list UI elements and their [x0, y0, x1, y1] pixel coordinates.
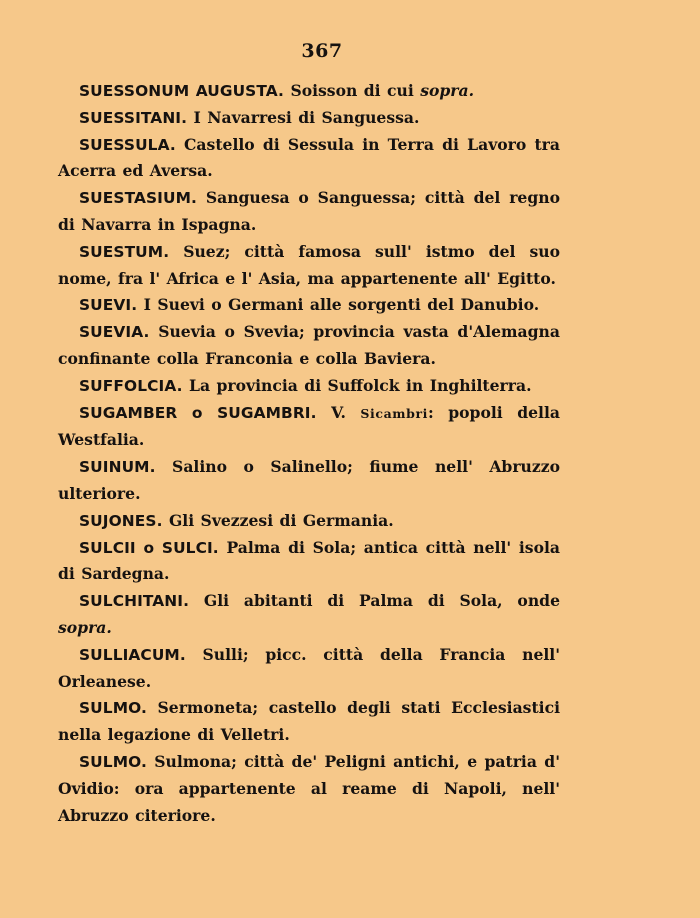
entry-suessula [58, 132, 560, 186]
entry-text: Suez; città famosa sull' istmo del suo nome, fra l' Africa e l' Asia, ma appartenente all' Egitto. [58, 241, 560, 288]
entry-text: Palma di Sola; antica città nell' isola di Sardegna. [58, 537, 561, 584]
entry-suessonum-augusta [58, 78, 560, 105]
entry-text: Sermoneta; castello degli stati Ecclesiastici nella legazione di Velletri. [58, 698, 560, 745]
entry-text: V. [316, 402, 361, 422]
dictionary-entries [58, 78, 560, 829]
entry-suinum [58, 454, 560, 508]
entry-text: I Suevi o Germani alle sorgenti del Danubio. [137, 295, 540, 315]
entry-headword: SUGAMBER o SUGAMBRI. [79, 403, 317, 422]
entry-text: Gli abitanti di Palma di Sola, onde [189, 591, 560, 611]
entry-text: Sulmona; città de' Peligni antichi, e patria d' Ovidio: ora appartenente al reame di Napoli, nell' Abruzzo citeriore. [58, 751, 560, 825]
entry-headword: SULMO. [79, 752, 147, 771]
entry-headword: SUINUM. [79, 458, 156, 477]
entry-suevi [58, 292, 560, 319]
entry-text: Castello di Sessula in Terra di Lavoro tra Acerra ed Aversa. [58, 134, 560, 181]
entry-headword: SULCHITANI. [79, 592, 190, 611]
entry-headword: SUESTUM. [79, 242, 170, 261]
entry-sulcii [58, 535, 560, 589]
entry-italic-text: sopra. [420, 81, 475, 100]
entry-headword: SULCII o SULCI. [79, 538, 219, 557]
entry-headword: SULMO. [79, 699, 147, 718]
entry-sugamber [58, 400, 560, 455]
entry-text: Suevia o Svevia; provincia vasta d'Alemagna confinante colla Franconia e colla Baviera. [58, 322, 560, 368]
entry-headword: SUFFOLCIA. [79, 376, 183, 395]
entry-sulchitani [58, 588, 560, 642]
entry-suevia [58, 319, 560, 373]
entry-text: Sanguesa o Sanguessa; città del regno di Navarra in Ispagna. [58, 188, 560, 234]
entry-text-continued: : popoli della Westfalia. [58, 402, 560, 450]
entry-text: Sulli; picc. città della Francia nell' Orleanese. [58, 644, 560, 691]
entry-text: I Navarresi di Sanguessa. [187, 107, 420, 127]
entry-headword: SUESTASIUM. [79, 189, 197, 208]
entry-text: Salino o Salinello; fiume nell' Abruzzo ulteriore. [58, 457, 560, 503]
page-number: 367 [301, 40, 343, 62]
entry-headword: SULLIACUM. [79, 645, 186, 664]
entry-sulmo-sermoneta [58, 695, 560, 749]
entry-suffolcia [58, 373, 560, 400]
entry-sujones [58, 508, 560, 535]
entry-suestum [58, 239, 560, 293]
entry-headword: SUEVI. [79, 296, 138, 315]
entry-cross-reference: Sicambri [360, 405, 428, 421]
entry-suestasium [58, 185, 560, 239]
entry-text: Soisson di cui [284, 81, 421, 100]
entry-suessitani [58, 105, 560, 132]
entry-text: Gli Svezzesi di Germania. [162, 510, 394, 530]
entry-headword: SUESSONUM AUGUSTA. [79, 82, 285, 100]
entry-sulmo-sulmona [58, 749, 560, 829]
entry-italic-text: sopra. [58, 617, 112, 637]
entry-headword: SUJONES. [79, 511, 163, 530]
entry-text: La provincia di Suffolck in Inghilterra. [182, 375, 532, 395]
entry-sulliacum [58, 642, 560, 696]
entry-headword: SUESSULA. [79, 135, 176, 154]
entry-headword: SUESSITANI. [79, 108, 188, 127]
entry-headword: SUEVIA. [79, 323, 150, 342]
